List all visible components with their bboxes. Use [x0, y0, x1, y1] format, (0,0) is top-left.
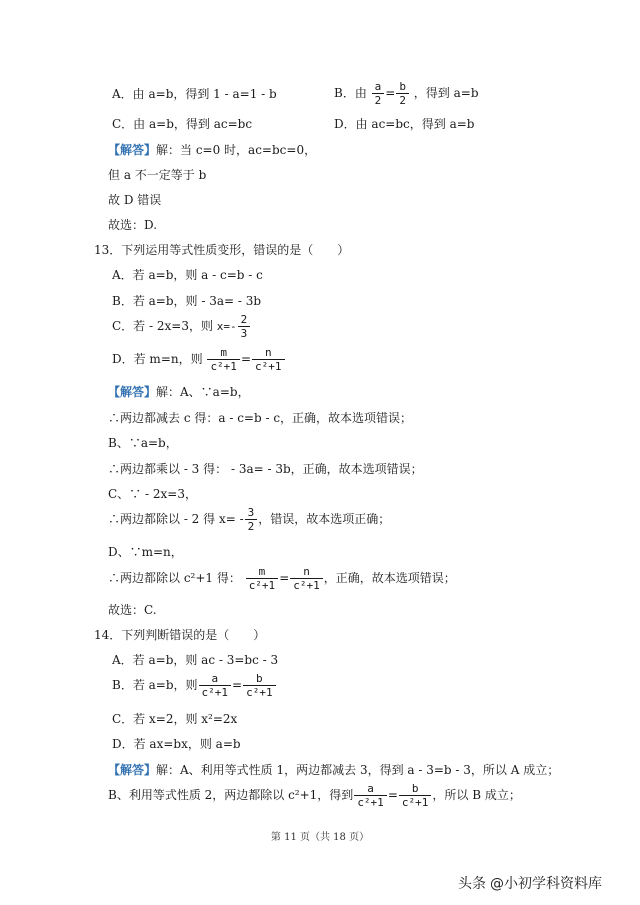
- q13-solution-fraction-m: [246, 565, 279, 592]
- q14-option-b: [112, 672, 277, 699]
- watermark-account: @小初学科资料库: [490, 876, 602, 892]
- q13-solution-line-7: [108, 565, 456, 592]
- q13-option-d-fraction-n: [252, 346, 285, 373]
- q14-option-c: C．若 x=2，则 x²=2x: [112, 712, 238, 726]
- q12-option-a: A．由 a=b，得到 1 - a=1 - b: [112, 87, 277, 101]
- q13-solution-line-6: D、∵m=n，: [108, 545, 183, 559]
- watermark: [458, 873, 606, 893]
- q13-option-c-label: C．若 - 2x=3，则: [112, 319, 213, 333]
- q12-option-b-fraction-a: [372, 80, 385, 107]
- fraction-denominator: c²+1: [401, 796, 429, 809]
- q14-answer: [108, 762, 559, 778]
- q13-option-d-fraction-m: [207, 346, 240, 373]
- q14-option-b-fraction-b: [243, 672, 276, 699]
- q14-solution-line-1: [108, 782, 521, 809]
- fraction-numerator: b: [399, 782, 432, 796]
- fraction-numerator: a: [354, 782, 387, 796]
- fraction-numerator: 3: [245, 506, 258, 520]
- equals-sign: =: [232, 678, 243, 692]
- q12-option-d: D．由 ac=bc，得到 a=b: [334, 117, 475, 131]
- q13-option-b: B．若 a=b，则 - 3a= - 3b: [112, 294, 262, 308]
- answer-tag: 【解答】: [108, 143, 157, 157]
- answer-text: 解：A、利用等式性质 1，两边都减去 3，得到 a - 3=b - 3，所以 A 成立；: [156, 763, 560, 777]
- q12-answer: [108, 142, 316, 158]
- fraction-numerator: m: [207, 346, 240, 360]
- equals-sign: =: [240, 352, 251, 366]
- q12-option-c: C．由 a=b，得到 ac=bc: [112, 117, 253, 131]
- solution-text: ∴两边都除以 c²+1 得：: [108, 571, 241, 585]
- equals-sign: =: [387, 788, 398, 802]
- q12-option-b-fraction-b: [396, 80, 409, 107]
- q12-solution-line-3: 故 D 错误: [108, 193, 162, 207]
- q13-solution-line-2: B、∵a=b，: [108, 436, 178, 450]
- fraction-numerator: a: [372, 80, 385, 94]
- q13-option-d-label: D．若 m=n，则: [112, 352, 203, 366]
- solution-text: ，正确，故本选项错误；: [323, 571, 456, 585]
- fraction-denominator: c²+1: [293, 579, 320, 592]
- q14-solution-fraction-a: [354, 782, 387, 809]
- q12-solution-line-4: 故选：D.: [108, 218, 158, 232]
- fraction-numerator: a: [199, 672, 232, 686]
- solution-text: B、利用等式性质 2，两边都除以 c²+1，得到: [108, 788, 354, 802]
- q13-option-c: [112, 313, 251, 340]
- solution-text: ，所以 B 成立；: [432, 788, 521, 802]
- equals-sign: =: [279, 571, 290, 585]
- fraction-denominator: c²+1: [246, 686, 273, 699]
- fraction-numerator: b: [243, 672, 276, 686]
- q13-option-a: A．若 a=b，则 a - c=b - c: [112, 268, 263, 282]
- q13-solution-fraction: [245, 506, 258, 533]
- answer-tag: 【解答】: [108, 385, 157, 399]
- q14-solution-fraction-b: [399, 782, 432, 809]
- fraction-numerator: b: [396, 80, 409, 94]
- q13-solution-line-4: C、∵ - 2x=3，: [108, 487, 197, 501]
- fraction-denominator: 2: [247, 520, 255, 533]
- q13-solution-line-3: ∴两边都乘以 - 3 得： - 3a= - 3b，正确，故本选项错误；: [108, 462, 423, 476]
- answer-text: 解：当 c=0 时，ac=bc=0，: [156, 143, 317, 157]
- q13-solution-fraction-n: [290, 565, 323, 592]
- q12-option-b-result: ，得到 a=b: [413, 86, 479, 100]
- fraction-numerator: n: [290, 565, 323, 579]
- answer-text: 解：A、∵a=b，: [156, 385, 250, 399]
- answer-tag: 【解答】: [108, 763, 157, 777]
- fraction-numerator: m: [246, 565, 279, 579]
- fraction-denominator: 2: [374, 94, 382, 107]
- x-equals: x=-: [216, 320, 237, 333]
- q13-solution-line-1: ∴两边都减去 c 得：a - c=b - c，正确，故本选项错误；: [108, 411, 413, 425]
- q12-solution-line-2: 但 a 不一定等于 b: [108, 168, 207, 182]
- q14-option-b-fraction-a: [199, 672, 232, 699]
- q13-answer: [108, 384, 250, 400]
- watermark-brand: 头条: [458, 876, 486, 892]
- fraction-numerator: n: [252, 346, 285, 360]
- q14-title: 14．下列判断错误的是（ ）: [94, 628, 266, 642]
- q13-title: 13．下列运用等式性质变形，错误的是（ ）: [94, 243, 350, 257]
- solution-text: ，错误，故本选项正确；: [258, 512, 391, 526]
- page-footer: 第 11 页（共 18 页）: [270, 832, 370, 843]
- fraction-numerator: 2: [238, 313, 251, 327]
- q12-option-b-label: B．由: [334, 86, 367, 100]
- q14-option-d: D．若 ax=bx，则 a=b: [112, 737, 241, 751]
- fraction-denominator: c²+1: [357, 796, 384, 809]
- fraction-denominator: c²+1: [255, 360, 282, 373]
- q13-option-d: [112, 346, 286, 373]
- q13-solution-line-8: 故选：C.: [108, 603, 157, 617]
- q13-option-c-fraction: [238, 313, 251, 340]
- equals-sign: =: [385, 86, 396, 100]
- q14-option-a: A．若 a=b，则 ac - 3=bc - 3: [112, 653, 279, 667]
- fraction-denominator: 3: [240, 327, 248, 340]
- q13-solution-line-5: [108, 506, 390, 533]
- fraction-denominator: c²+1: [201, 686, 229, 699]
- solution-text: ∴两边都除以 - 2 得 x= -: [108, 512, 244, 526]
- fraction-denominator: 2: [399, 94, 406, 107]
- q12-option-b: [334, 80, 479, 107]
- fraction-denominator: c²+1: [248, 579, 276, 592]
- fraction-denominator: c²+1: [210, 360, 237, 373]
- q14-option-b-label: B．若 a=b，则: [112, 678, 198, 692]
